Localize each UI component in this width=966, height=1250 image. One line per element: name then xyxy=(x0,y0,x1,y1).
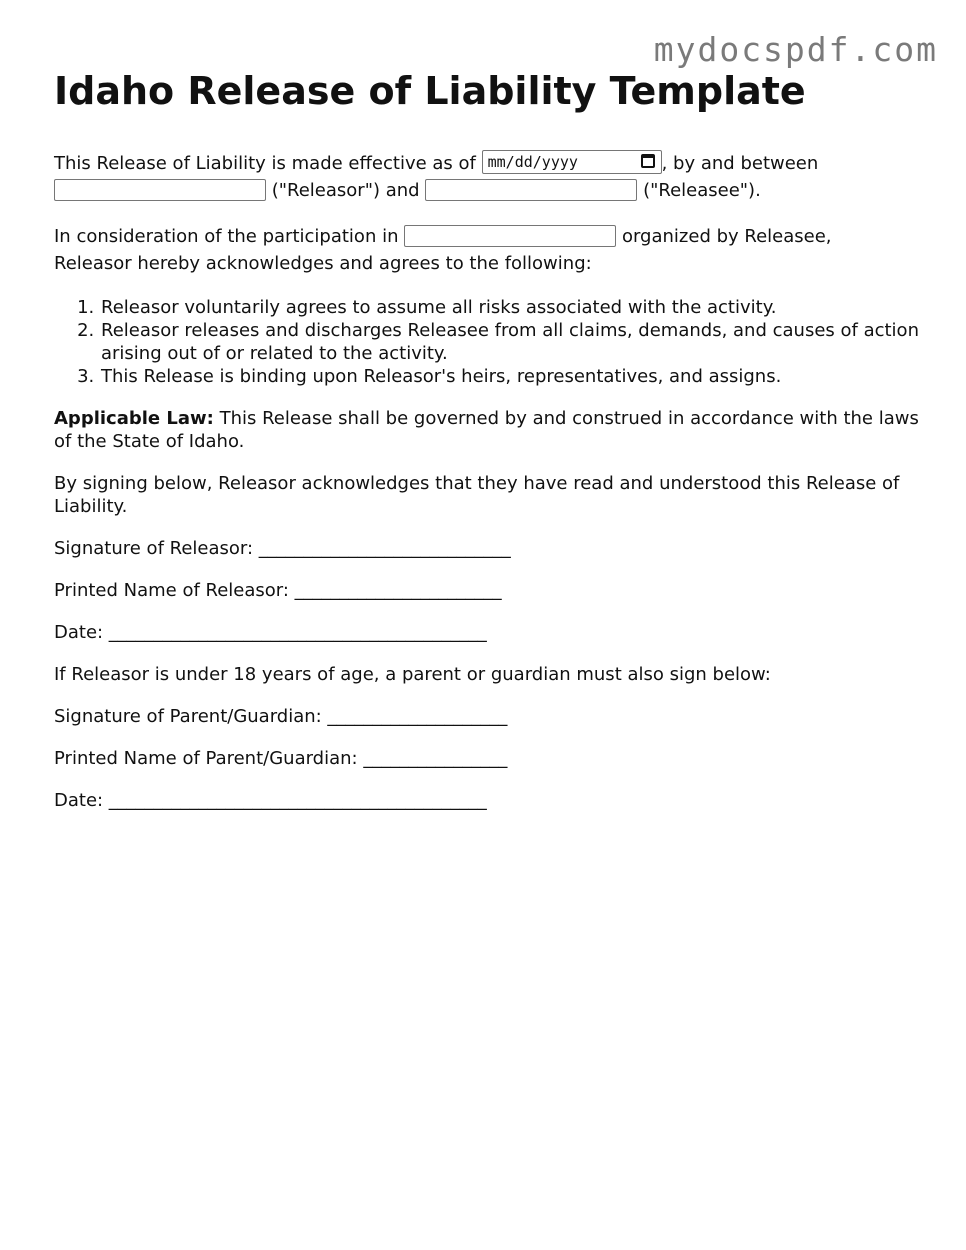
calendar-icon[interactable] xyxy=(641,154,655,168)
effective-date-input[interactable] xyxy=(482,150,662,174)
applicable-law-paragraph xyxy=(54,407,924,453)
consideration-after: organized by Releasee, xyxy=(621,226,832,247)
intro-after-date: , by and between xyxy=(661,153,819,174)
consideration-before: In consideration of the participation in xyxy=(54,226,399,247)
terms-list xyxy=(54,296,924,388)
guardian-printed-name-line[interactable]: Printed Name of Parent/Guardian: ________________ xyxy=(54,748,508,769)
term-item: 2. Releasor releases and discharges Releasee from all claims, demands, and causes of action arising out of or related to the activity. xyxy=(100,319,924,365)
term-item: 1. Releasor voluntarily agrees to assume all risks associated with the activity. xyxy=(100,296,924,319)
watermark: mydocspdf.com xyxy=(653,30,938,69)
document-page xyxy=(54,66,924,831)
releasor-date-line[interactable]: Date: __________________________________________ xyxy=(54,622,487,643)
guardian-date-line[interactable]: Date: __________________________________________ xyxy=(54,790,487,811)
releasee-name-input[interactable] xyxy=(425,179,637,201)
releasor-label: ("Releasor") and xyxy=(271,180,420,201)
applicable-law-text: This Release shall be governed by and construed in accordance with the laws of the State of Idaho. xyxy=(54,408,919,452)
intro-paragraph xyxy=(54,150,924,204)
document-title: Idaho Release of Liability Template xyxy=(54,69,806,113)
minor-notice: If Releasor is under 18 years of age, a parent or guardian must also sign below: xyxy=(54,664,771,685)
consideration-line2: Releasor hereby acknowledges and agrees to the following: xyxy=(54,253,592,274)
releasee-label: ("Releasee"). xyxy=(643,180,761,201)
acknowledgement-paragraph: By signing below, Releasor acknowledges that they have read and understood this Release of Liability. xyxy=(54,473,900,517)
releasor-name-input[interactable] xyxy=(54,179,266,201)
guardian-signature-line[interactable]: Signature of Parent/Guardian: ____________________ xyxy=(54,706,508,727)
activity-input[interactable] xyxy=(404,225,616,247)
term-item: 3. This Release is binding upon Releasor's heirs, representatives, and assigns. xyxy=(100,365,924,388)
date-placeholder: mm/dd/yyyy xyxy=(487,153,578,171)
consideration-paragraph xyxy=(54,223,924,277)
releasor-signature-line[interactable]: Signature of Releasor: ____________________________ xyxy=(54,538,511,559)
releasor-printed-name-line[interactable]: Printed Name of Releasor: _______________________ xyxy=(54,580,502,601)
intro-before-date: This Release of Liability is made effective as of xyxy=(54,153,476,174)
applicable-law-label: Applicable Law: xyxy=(54,408,214,429)
